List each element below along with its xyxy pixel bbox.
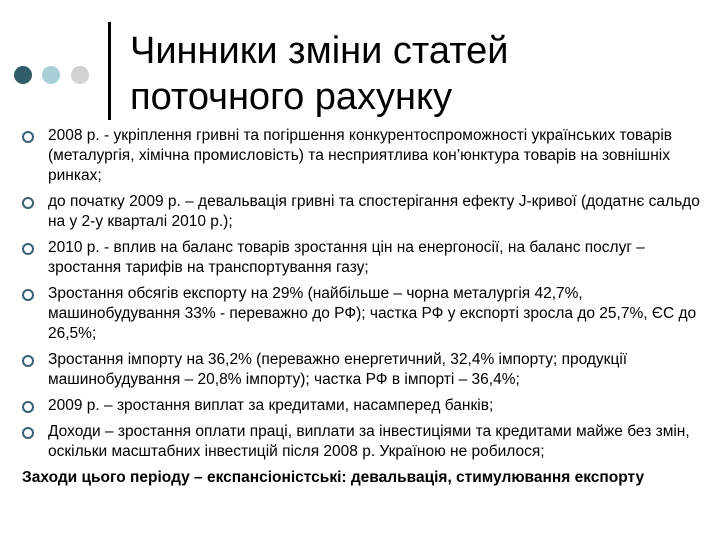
title-line-1: Чинники зміни статей — [130, 30, 509, 72]
bullet-item — [22, 422, 702, 462]
title-divider-line — [108, 22, 111, 120]
bullet-item — [22, 192, 702, 232]
bullet-item — [22, 238, 702, 278]
slide-content — [22, 126, 702, 488]
bullet-ring-icon — [22, 289, 34, 301]
bullet-ring-icon — [22, 131, 34, 143]
bullet-text: Зростання обсягів експорту на 29% (найбільше – чорна металургія 42,7%, машинобудування 33% - переважно до РФ); частка РФ у експорті зросла до 25,7%, ЄС до 26,5%; — [48, 285, 697, 342]
dot-light-blue — [42, 66, 60, 84]
bullet-ring-icon — [22, 355, 34, 367]
bullet-item — [22, 284, 702, 344]
conclusion-text: Заходи цього періоду – експансіоністські: девальвація, стимулювання експорту — [22, 469, 645, 486]
bullet-list — [22, 126, 702, 462]
bullet-text: 2008 р. - укріплення гривні та погіршення конкурентоспроможності українських товарів (металургія, хімічна промисловість) та несприятлива кон’юнктура товарів на зовнішніх ринках; — [48, 127, 673, 184]
bullet-text: до початку 2009 р. – девальвація гривні та спостерігання ефекту J-кривої (додатнє сальдо на у 2-у кварталі 2010 р.); — [48, 193, 700, 230]
bullet-item — [22, 396, 702, 416]
dot-dark — [14, 66, 32, 84]
bullet-ring-icon — [22, 401, 34, 413]
bullet-text: 2010 р. - вплив на баланс товарів зростання цін на енергоносії, на баланс послуг – зростання тарифів на транспортування газу; — [48, 239, 645, 276]
bullet-ring-icon — [22, 197, 34, 209]
bullet-ring-icon — [22, 243, 34, 255]
bullet-item — [22, 126, 702, 186]
title-line-2: поточного рахунку — [130, 76, 453, 118]
bullet-text: 2009 р. – зростання виплат за кредитами, насамперед банків; — [48, 397, 494, 414]
dot-gray — [71, 66, 89, 84]
bullet-item — [22, 350, 702, 390]
bullet-text: Зростання імпорту на 36,2% (переважно енергетичний, 32,4% імпорту; продукції машинобудування – 20,8% імпорту); частка РФ в імпорті – 36,4%; — [48, 351, 628, 388]
bullet-ring-icon — [22, 427, 34, 439]
slide-title — [130, 28, 509, 120]
bullet-text: Доходи – зростання оплати праці, виплати за інвестиціями та кредитами майже без змін, оскільки масштабних інвестицій після 2008 р. Україною не робилося; — [48, 423, 690, 460]
